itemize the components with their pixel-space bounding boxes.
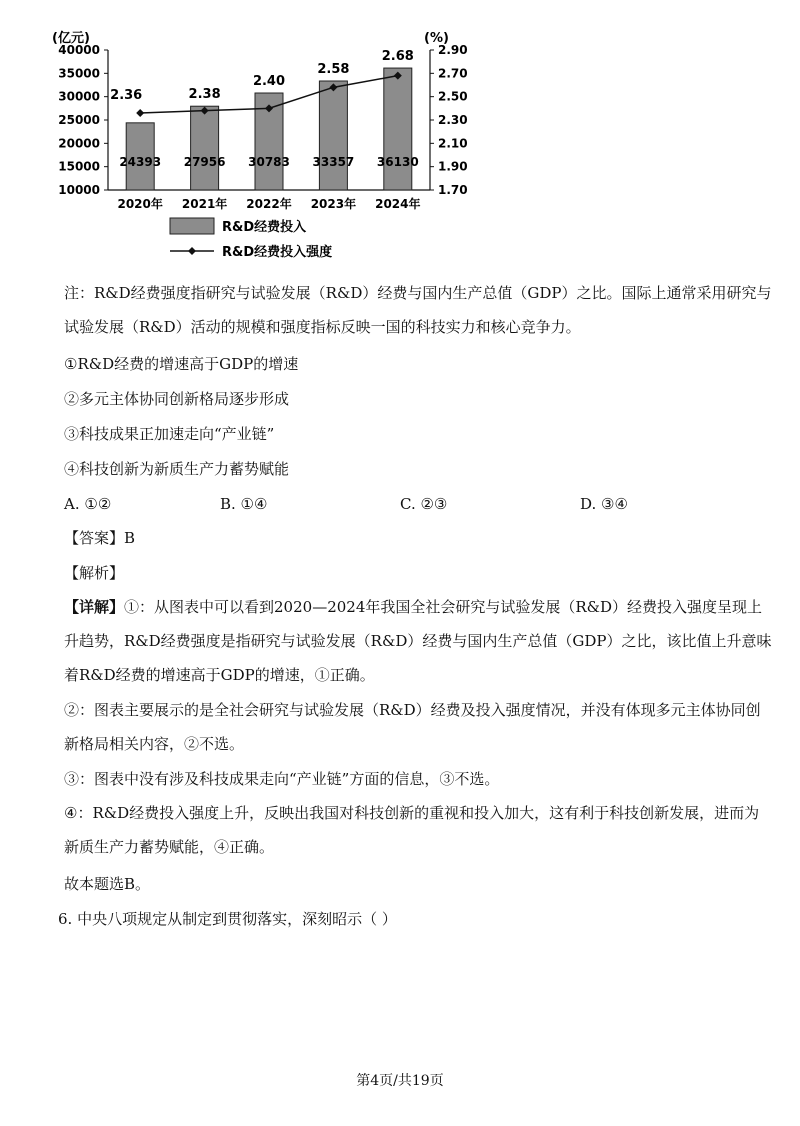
right-tick-label: 2.30 <box>438 113 468 127</box>
right-tick-label: 2.10 <box>438 136 468 151</box>
statement-3: ③科技成果正加速走向“产业链” <box>64 425 275 443</box>
intensity-point <box>136 109 144 117</box>
detail-1 <box>64 590 774 692</box>
left-tick-label: 10000 <box>58 183 100 197</box>
question-6: 6. 中央八项规定从制定到贯彻落实，深刻昭示（ ） <box>58 910 397 928</box>
x-tick-label: 2023年 <box>310 197 357 211</box>
right-tick-label: 2.50 <box>438 89 468 104</box>
detail-2: ②：图表主要展示的是全社会研究与试验发展（R&D）经费及投入强度情况，并没有体现多元主体协同创新格局相关内容，②不选。 <box>64 701 761 753</box>
x-tick-label: 2020年 <box>117 197 163 211</box>
conclusion: 故本题选B。 <box>64 875 151 893</box>
legend-bar-swatch <box>170 218 214 234</box>
bar-value-label: 24393 <box>119 155 162 169</box>
legend-bar-label: R&D经费投入 <box>222 220 307 235</box>
legend-line-label: R&D经费投入强度 <box>222 245 333 260</box>
bar-2021年 <box>191 106 219 190</box>
right-tick-label: 1.70 <box>438 183 468 197</box>
statement-1: ①R&D经费的增速高于GDP的增速 <box>64 355 299 373</box>
left-tick-label: 15000 <box>58 159 100 174</box>
x-tick-label: 2021年 <box>181 197 228 211</box>
intensity-label: 2.40 <box>252 74 286 90</box>
left-tick-label: 30000 <box>58 89 100 104</box>
left-axis-title: (亿元) <box>52 31 90 46</box>
intensity-label: 2.38 <box>188 87 221 103</box>
bar-2024年 <box>384 68 412 190</box>
bar-value-label: 30783 <box>248 155 290 169</box>
x-tick-label: 2022年 <box>246 197 292 211</box>
analysis-label: 【解析】 <box>64 564 125 582</box>
intensity-label: 2.36 <box>110 88 143 103</box>
statement-2: ②多元主体协同创新格局逐步形成 <box>64 390 290 408</box>
left-tick-label: 20000 <box>58 136 100 151</box>
left-tick-label: 40000 <box>58 43 100 57</box>
page-footer: 第4页/共19页 <box>356 1073 444 1089</box>
bar-2023年 <box>319 81 347 190</box>
option-d: D. ③④ <box>580 495 628 513</box>
intensity-label: 2.58 <box>317 62 350 78</box>
left-tick-label: 25000 <box>58 113 100 127</box>
statement-4: ④科技创新为新质生产力蓄势赋能 <box>64 460 290 478</box>
bar-value-label: 33357 <box>312 155 355 169</box>
detail-3: ③：图表中没有涉及科技成果走向“产业链”方面的信息，③不选。 <box>64 770 500 788</box>
bar-value-label: 36130 <box>376 155 419 169</box>
x-tick-label: 2024年 <box>375 197 421 211</box>
detail-label: 【详解】 <box>64 598 125 616</box>
intensity-label: 2.68 <box>381 49 414 65</box>
answer: 【答案】B <box>64 529 136 547</box>
right-axis-title: (%) <box>424 31 449 46</box>
option-c: C. ②③ <box>400 495 448 513</box>
right-tick-label: 1.90 <box>438 159 468 174</box>
left-tick-label: 35000 <box>58 66 100 81</box>
chart-note: 注：R&D经费强度指研究与试验发展（R&D）经费与国内生产总值（GDP）之比。国际上通常采用研究与试验发展（R&D）活动的规模和强度指标反映一国的科技实力和核心竞争力。 <box>64 284 772 336</box>
option-a: A. ①② <box>64 495 112 513</box>
detail-1-text: ①：从图表中可以看到2020—2024年我国全社会研究与试验发展（R&D）经费投入强度呈现上升趋势，R&D经费强度是指研究与试验发展（R&D）经费与国内生产总值（GDP）之比，该比值上升意味着R&D经费的增速高于GDP的增速，①正确。 <box>64 598 772 684</box>
legend-line-marker <box>188 247 196 255</box>
right-tick-label: 2.70 <box>438 66 468 81</box>
option-b: B. ①④ <box>220 495 268 513</box>
right-tick-label: 2.90 <box>438 43 468 57</box>
bar-value-label: 27956 <box>183 155 226 169</box>
rd-chart <box>40 28 480 268</box>
detail-4: ④：R&D经费投入强度上升，反映出我国对科技创新的重视和投入加大，这有利于科技创新发展，进而为新质生产力蓄势赋能，④正确。 <box>64 804 760 856</box>
